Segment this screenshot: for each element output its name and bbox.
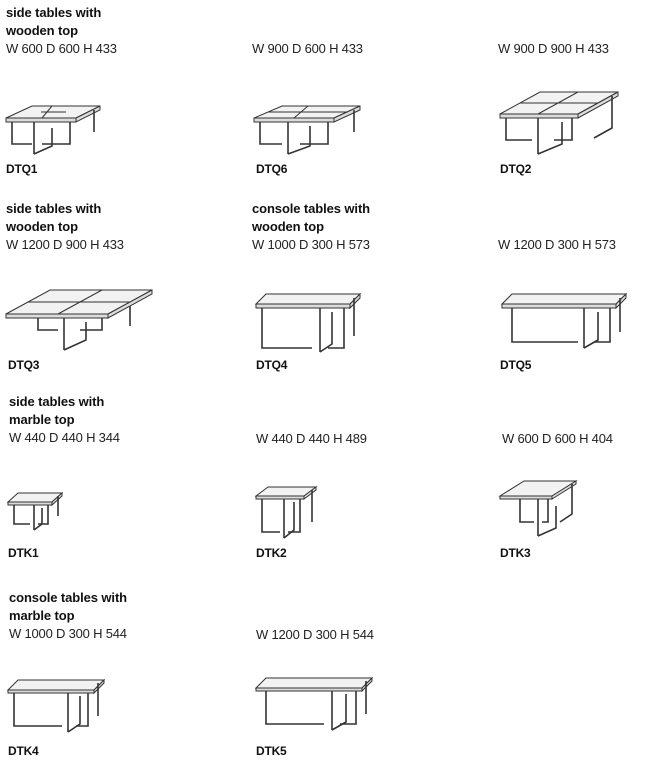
section-console-tables-wooden-top [252,200,452,253]
product-code: DTK3 [500,546,531,560]
table-drawing-dtq3 [4,286,156,354]
section-side-tables-wooden-top-2 [6,200,206,253]
product-code: DTK4 [8,744,39,758]
section-side-tables-wooden-top [6,4,206,57]
product-code: DTK1 [8,546,39,560]
table-drawing-dtk5 [254,674,376,736]
section-heading-line-2: wooden top [6,219,78,234]
product-code: DTK5 [256,744,287,758]
table-drawing-dtq4 [252,290,364,356]
product-dimensions: W 1200 D 900 H 433 [6,237,124,252]
section-heading-line-2: wooden top [6,23,78,38]
product-dimensions: W 1000 D 300 H 544 [9,626,127,641]
table-drawing-dtk3 [498,478,580,540]
product-dimensions: W 900 D 600 H 433 [252,41,363,56]
product-dimensions: W 600 D 600 H 404 [502,431,613,446]
table-drawing-dtq1 [4,98,104,160]
section-heading-line-1: side tables with [9,394,105,409]
product-code: DTQ4 [256,358,288,372]
product-dimensions-cell [256,626,456,643]
product-dimensions-cell [498,236,656,253]
product-dimensions: W 440 D 440 H 344 [9,430,120,445]
product-dimensions: W 1200 D 300 H 573 [498,237,616,252]
section-heading-line-2: marble top [9,412,75,427]
product-code: DTQ6 [256,162,288,176]
section-side-tables-marble-top [9,393,209,446]
product-code: DTK2 [256,546,287,560]
product-code: DTQ2 [500,162,532,176]
table-drawing-dtk4 [6,676,106,736]
section-heading-line-2: wooden top [252,219,324,234]
table-drawing-dtq5 [498,290,630,356]
table-drawing-dtq6 [252,98,364,160]
product-dimensions-cell [252,40,452,57]
product-code: DTQ5 [500,358,532,372]
table-drawing-dtq2 [498,88,622,160]
product-dimensions-cell [502,430,656,447]
table-drawing-dtk2 [254,484,320,540]
section-heading-line-1: side tables with [6,201,102,216]
product-dimensions: W 1200 D 300 H 544 [256,627,374,642]
section-heading-line-1: console tables with [252,201,371,216]
section-console-tables-marble-top [9,589,209,642]
section-heading-line-2: marble top [9,608,75,623]
product-code: DTQ3 [8,358,40,372]
product-dimensions: W 600 D 600 H 433 [6,41,117,56]
table-drawing-dtk1 [6,490,64,536]
product-dimensions-cell [256,430,456,447]
product-dimensions-cell [498,40,656,57]
section-heading-line-1: console tables with [9,590,128,605]
product-code: DTQ1 [6,162,38,176]
section-heading-line-1: side tables with [6,5,102,20]
product-dimensions: W 900 D 900 H 433 [498,41,609,56]
product-dimensions: W 1000 D 300 H 573 [252,237,370,252]
product-dimensions: W 440 D 440 H 489 [256,431,367,446]
